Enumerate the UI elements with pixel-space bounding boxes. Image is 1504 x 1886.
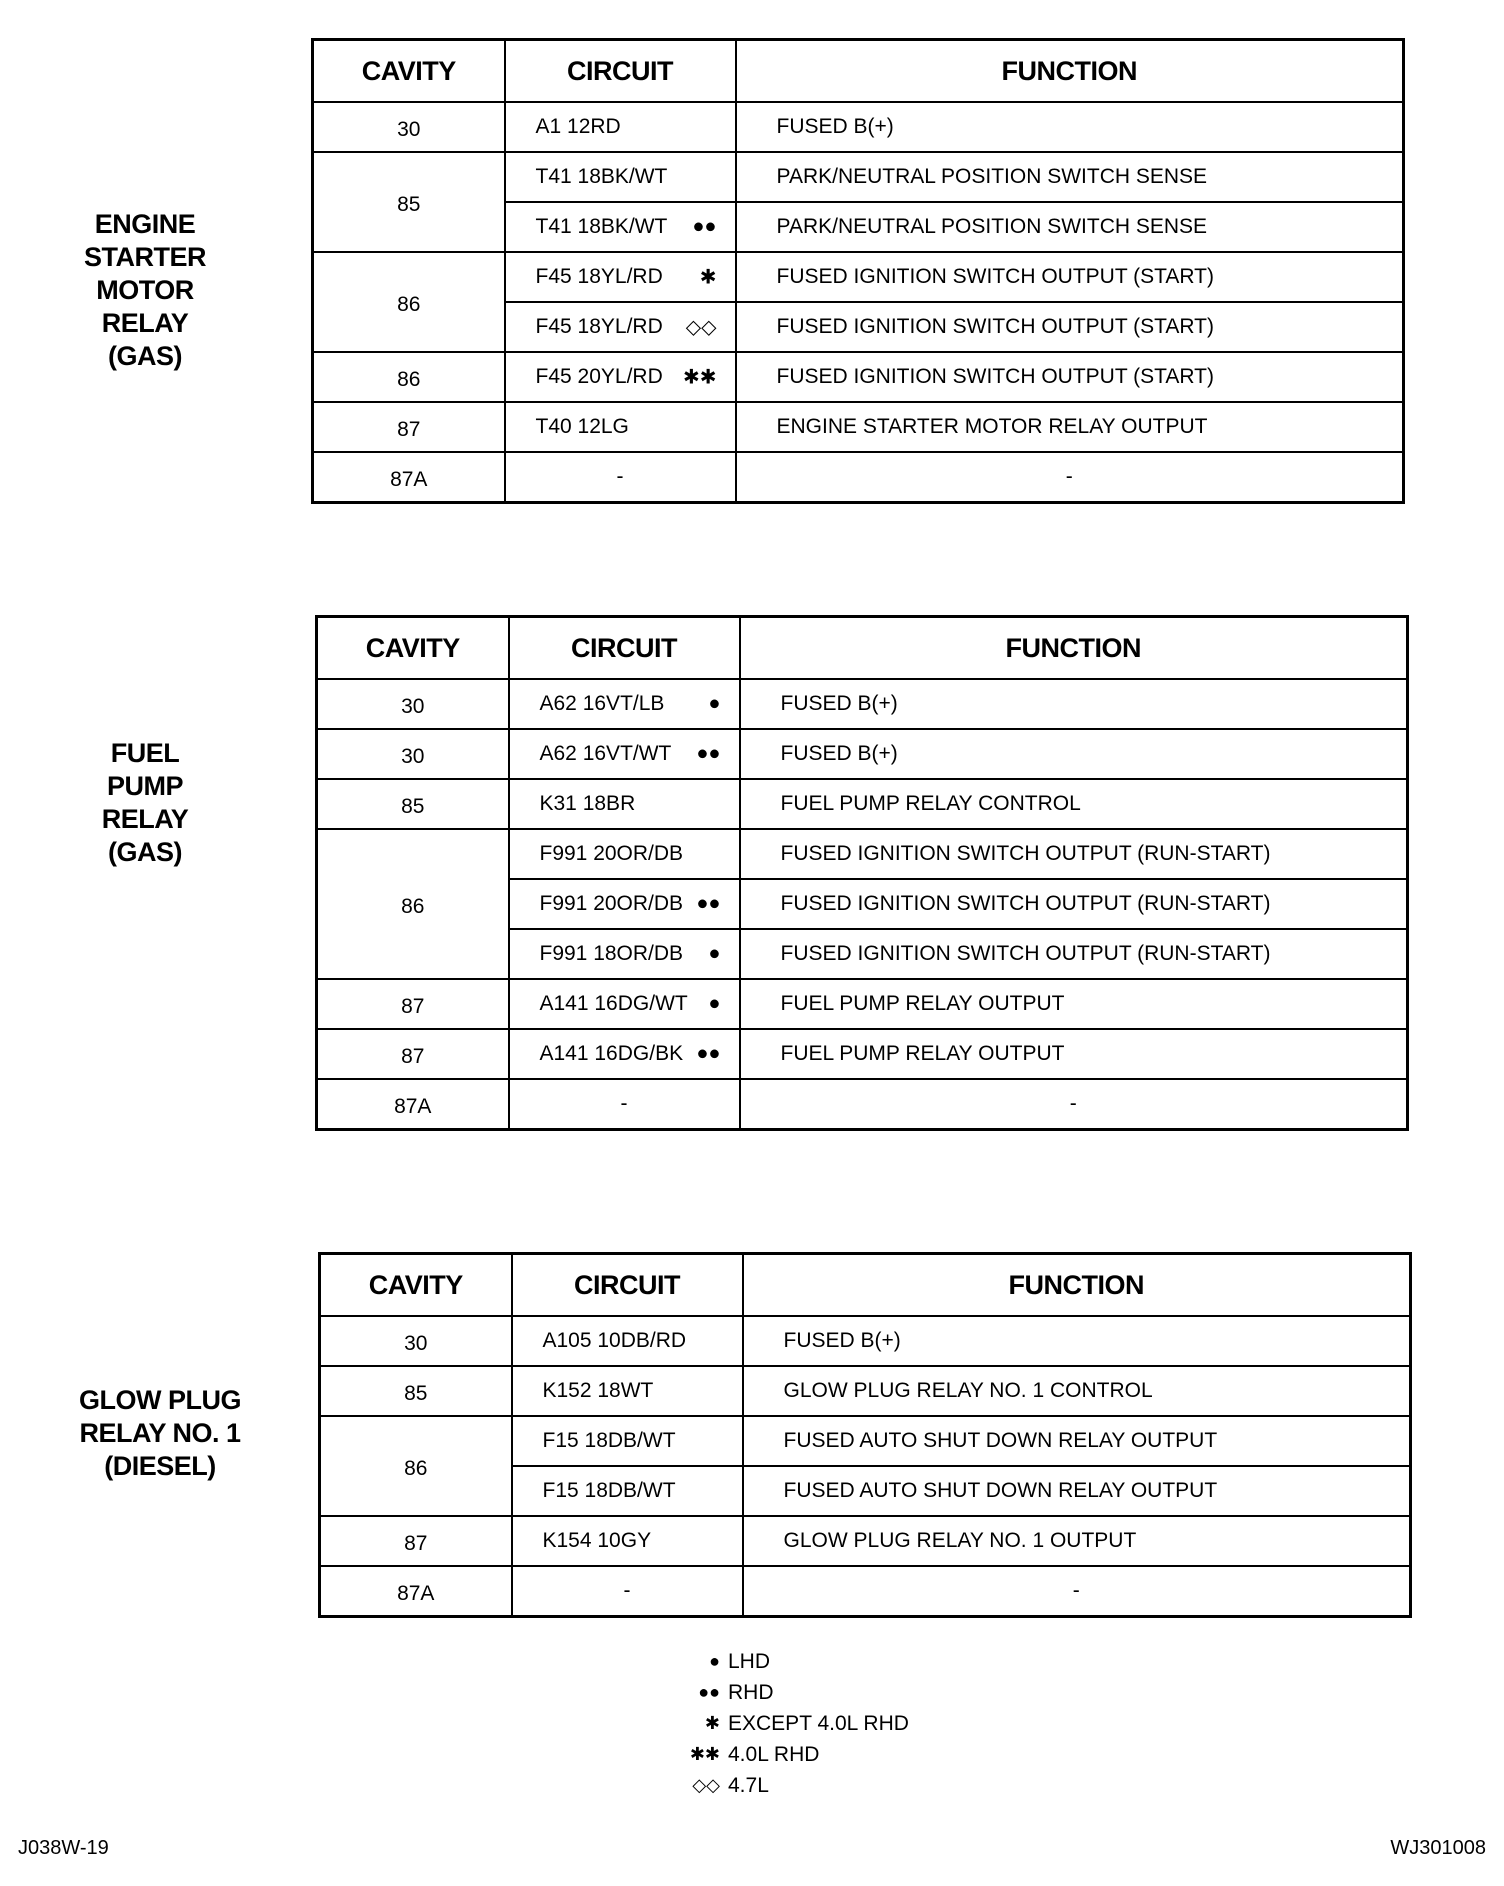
asterisk-marker-icon: ✱ xyxy=(699,266,717,289)
diamond-marker-icon: ◇◇ xyxy=(685,316,717,339)
lhd-marker-icon: ● xyxy=(708,942,721,965)
legend-item xyxy=(680,1739,909,1770)
function-cell: FUSED B(+) xyxy=(743,1316,1411,1366)
circuit-cell: F45 18YL/RD ✱ xyxy=(505,252,736,302)
cavity-cell: 87 xyxy=(317,1029,509,1079)
table-row xyxy=(317,779,1408,829)
table-row xyxy=(317,729,1408,779)
relay-label-fuel-pump xyxy=(70,737,220,869)
relay-label-line: GLOW PLUG xyxy=(79,1385,241,1415)
circuit-cell: - xyxy=(509,1079,740,1130)
figure-id-left: J038W-19 xyxy=(18,1837,109,1859)
cavity-cell: 30 xyxy=(317,729,509,779)
table-row xyxy=(317,1029,1408,1079)
circuit-cell: K31 18BR xyxy=(509,779,740,829)
function-cell: PARK/NEUTRAL POSITION SWITCH SENSE xyxy=(736,152,1404,202)
circuit-cell: T41 18BK/WT xyxy=(505,152,736,202)
legend-text: EXCEPT 4.0L RHD xyxy=(728,1711,909,1735)
table-row xyxy=(313,352,1404,402)
diamond-marker-icon: ◇◇ xyxy=(692,1775,720,1795)
header-circuit: CIRCUIT xyxy=(512,1254,743,1317)
table-row xyxy=(317,979,1408,1029)
relay-label-line: (DIESEL) xyxy=(104,1451,216,1481)
cavity-cell: 87 xyxy=(320,1516,512,1566)
function-cell: FUSED AUTO SHUT DOWN RELAY OUTPUT xyxy=(743,1466,1411,1516)
double-asterisk-marker-icon: ✱✱ xyxy=(682,366,717,389)
fuel-pump-relay-table xyxy=(315,615,1409,1131)
legend-text: 4.0L RHD xyxy=(728,1742,820,1766)
circuit-cell: F15 18DB/WT xyxy=(512,1416,743,1466)
circuit-cell: F991 20OR/DB ●● xyxy=(509,879,740,929)
function-cell: PARK/NEUTRAL POSITION SWITCH SENSE xyxy=(736,202,1404,252)
function-cell: GLOW PLUG RELAY NO. 1 OUTPUT xyxy=(743,1516,1411,1566)
table-row xyxy=(313,152,1404,202)
relay-label-line: PUMP xyxy=(106,771,183,801)
circuit-cell: F45 18YL/RD ◇◇ xyxy=(505,302,736,352)
circuit-cell: A62 16VT/LB ● xyxy=(509,679,740,729)
asterisk-marker-icon: ✱ xyxy=(704,1713,720,1733)
cavity-cell: 87A xyxy=(317,1079,509,1130)
lhd-marker-icon: ● xyxy=(708,692,721,715)
relay-label-line: STARTER xyxy=(84,242,206,272)
table-row xyxy=(317,1079,1408,1130)
cavity-cell: 85 xyxy=(320,1366,512,1416)
legend xyxy=(680,1646,909,1801)
relay-label-line: RELAY xyxy=(101,804,189,834)
table-row xyxy=(320,1316,1411,1366)
function-cell: FUSED IGNITION SWITCH OUTPUT (START) xyxy=(736,252,1404,302)
table-header-row xyxy=(317,617,1408,680)
relay-label-line: (GAS) xyxy=(108,837,182,867)
circuit-cell: A141 16DG/WT ● xyxy=(509,979,740,1029)
function-cell: FUSED IGNITION SWITCH OUTPUT (RUN-START) xyxy=(740,829,1408,879)
function-cell: - xyxy=(743,1566,1411,1617)
legend-item xyxy=(680,1770,909,1801)
circuit-cell: F45 20YL/RD ✱✱ xyxy=(505,352,736,402)
header-function: FUNCTION xyxy=(740,617,1408,680)
header-cavity: CAVITY xyxy=(320,1254,512,1317)
circuit-cell: K152 18WT xyxy=(512,1366,743,1416)
glow-plug-relay-table xyxy=(318,1252,1412,1618)
circuit-cell: - xyxy=(505,452,736,503)
legend-item xyxy=(680,1677,909,1708)
header-circuit: CIRCUIT xyxy=(509,617,740,680)
cavity-cell: 30 xyxy=(320,1316,512,1366)
rhd-marker-icon: ●● xyxy=(696,742,721,765)
relay-label-line: ENGINE xyxy=(94,209,196,239)
circuit-cell: A62 16VT/WT ●● xyxy=(509,729,740,779)
function-cell: FUSED B(+) xyxy=(740,729,1408,779)
function-cell: FUSED B(+) xyxy=(736,102,1404,152)
table-header-row xyxy=(320,1254,1411,1317)
circuit-cell: F15 18DB/WT xyxy=(512,1466,743,1516)
header-circuit: CIRCUIT xyxy=(505,40,736,103)
table-row xyxy=(320,1516,1411,1566)
lhd-marker-icon: ● xyxy=(709,1651,720,1671)
table-row xyxy=(317,679,1408,729)
engine-starter-relay-table xyxy=(311,38,1405,504)
rhd-marker-icon: ●● xyxy=(696,892,721,915)
function-cell: FUSED AUTO SHUT DOWN RELAY OUTPUT xyxy=(743,1416,1411,1466)
function-cell: FUSED IGNITION SWITCH OUTPUT (START) xyxy=(736,302,1404,352)
circuit-cell: A1 12RD xyxy=(505,102,736,152)
table-row xyxy=(313,102,1404,152)
circuit-cell: T40 12LG xyxy=(505,402,736,452)
table-row xyxy=(320,1416,1411,1466)
circuit-cell: A141 16DG/BK ●● xyxy=(509,1029,740,1079)
circuit-cell: A105 10DB/RD xyxy=(512,1316,743,1366)
rhd-marker-icon: ●● xyxy=(696,1042,721,1065)
legend-item xyxy=(680,1646,909,1677)
table-row xyxy=(313,252,1404,302)
header-cavity: CAVITY xyxy=(313,40,505,103)
relay-label-line: RELAY NO. 1 xyxy=(79,1418,241,1448)
function-cell: FUEL PUMP RELAY OUTPUT xyxy=(740,1029,1408,1079)
cavity-cell: 87 xyxy=(313,402,505,452)
function-cell: FUSED IGNITION SWITCH OUTPUT (START) xyxy=(736,352,1404,402)
table-row xyxy=(320,1566,1411,1617)
cavity-cell: 87 xyxy=(317,979,509,1029)
lhd-marker-icon: ● xyxy=(708,992,721,1015)
cavity-cell: 86 xyxy=(313,352,505,402)
table-row xyxy=(317,829,1408,879)
cavity-cell: 86 xyxy=(320,1416,512,1516)
function-cell: - xyxy=(736,452,1404,503)
relay-label-line: (GAS) xyxy=(108,341,182,371)
circuit-cell: - xyxy=(512,1566,743,1617)
rhd-marker-icon: ●● xyxy=(698,1682,720,1702)
legend-text: 4.7L xyxy=(728,1773,769,1797)
legend-text: RHD xyxy=(728,1680,774,1704)
cavity-cell: 30 xyxy=(317,679,509,729)
table-row xyxy=(313,402,1404,452)
circuit-cell: F991 18OR/DB ● xyxy=(509,929,740,979)
cavity-cell: 86 xyxy=(317,829,509,979)
legend-text: LHD xyxy=(728,1649,771,1673)
double-asterisk-marker-icon: ✱✱ xyxy=(689,1744,720,1764)
cavity-cell: 30 xyxy=(313,102,505,152)
function-cell: - xyxy=(740,1079,1408,1130)
relay-label-line: FUEL xyxy=(110,738,180,768)
function-cell: FUSED IGNITION SWITCH OUTPUT (RUN-START) xyxy=(740,879,1408,929)
circuit-cell: T41 18BK/WT ●● xyxy=(505,202,736,252)
relay-label-line: RELAY xyxy=(101,308,189,338)
function-cell: ENGINE STARTER MOTOR RELAY OUTPUT xyxy=(736,402,1404,452)
cavity-cell: 86 xyxy=(313,252,505,352)
rhd-marker-icon: ●● xyxy=(692,215,717,238)
relay-label-engine-starter xyxy=(70,208,220,373)
function-cell: FUSED IGNITION SWITCH OUTPUT (RUN-START) xyxy=(740,929,1408,979)
table-header-row xyxy=(313,40,1404,103)
cavity-cell: 87A xyxy=(313,452,505,503)
legend-item xyxy=(680,1708,909,1739)
table-row xyxy=(320,1366,1411,1416)
function-cell: GLOW PLUG RELAY NO. 1 CONTROL xyxy=(743,1366,1411,1416)
function-cell: FUSED B(+) xyxy=(740,679,1408,729)
figure-id-right: WJ301008 xyxy=(1390,1837,1486,1859)
cavity-cell: 85 xyxy=(313,152,505,252)
function-cell: FUEL PUMP RELAY CONTROL xyxy=(740,779,1408,829)
cavity-cell: 87A xyxy=(320,1566,512,1617)
circuit-cell: F991 20OR/DB xyxy=(509,829,740,879)
header-function: FUNCTION xyxy=(743,1254,1411,1317)
relay-label-line: MOTOR xyxy=(96,275,194,305)
function-cell: FUEL PUMP RELAY OUTPUT xyxy=(740,979,1408,1029)
table-row xyxy=(313,452,1404,503)
relay-label-glow-plug xyxy=(70,1384,250,1483)
header-function: FUNCTION xyxy=(736,40,1404,103)
header-cavity: CAVITY xyxy=(317,617,509,680)
circuit-cell: K154 10GY xyxy=(512,1516,743,1566)
cavity-cell: 85 xyxy=(317,779,509,829)
